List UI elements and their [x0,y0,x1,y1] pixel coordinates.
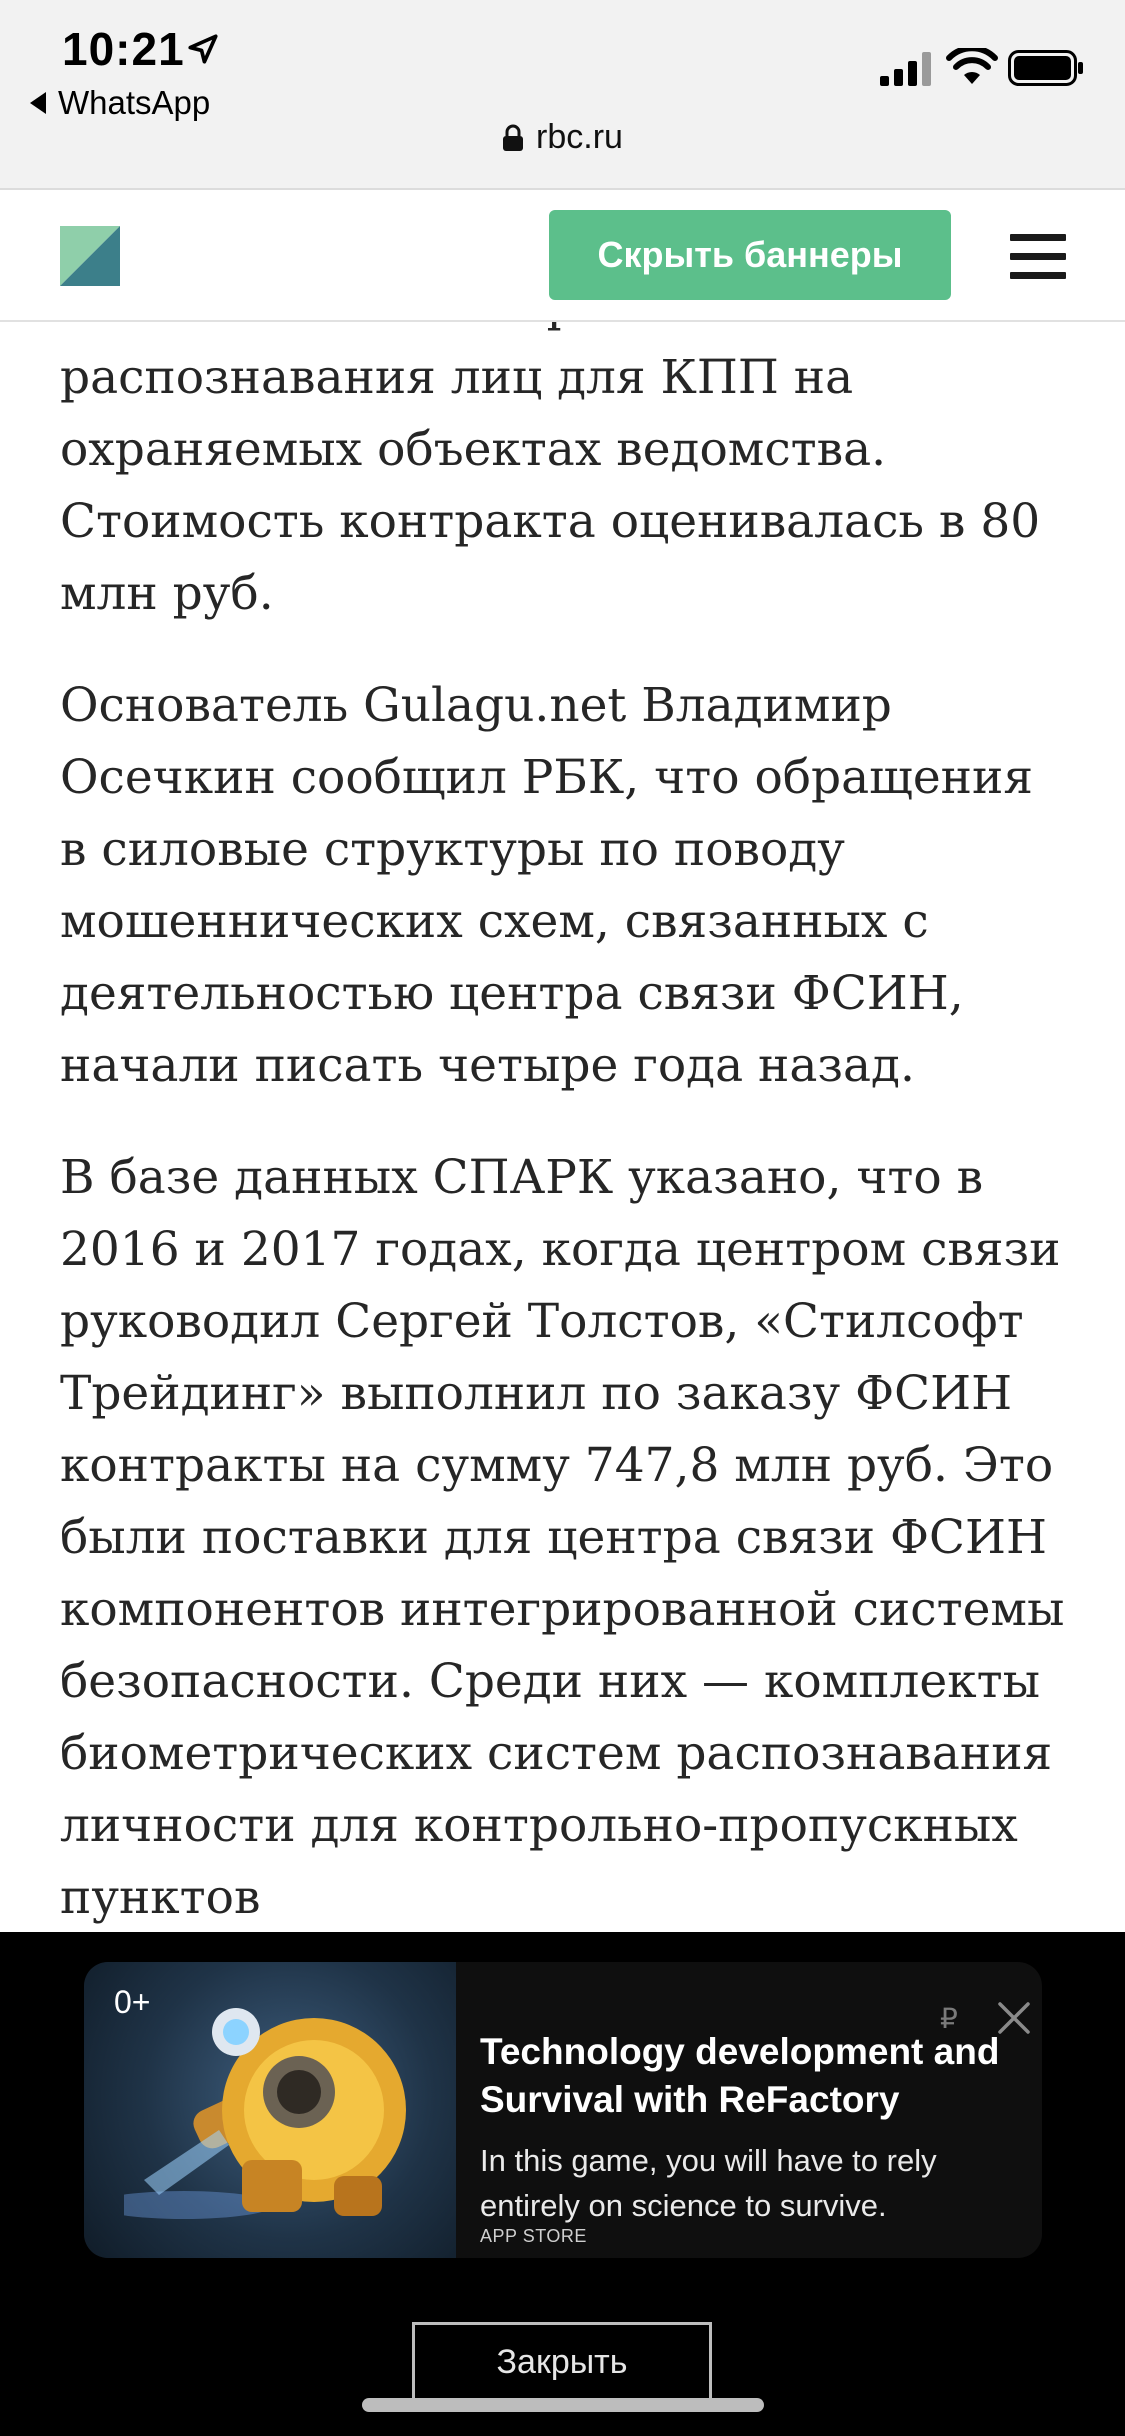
article-paragraph: В базе данных СПАРК указано, что в 2016 и 2017 годах, когда центром связи руководил Сергей Толстов, «Стилсофт Трейдинг» выполнил по заказу ФСИН контракты на сумму 747,8 млн руб. Это были поставки для центра связи ФСИН компонентов интегрированной системы безопасности. Среди них — комплекты биометрических систем распознавания личности для контрольно-пропускных пунктов [60,1150,1065,1925]
ad-image[interactable] [84,1962,456,2258]
ruble-icon: ₽ [940,2003,958,2034]
ad-overlay [0,1932,1125,2436]
home-indicator[interactable] [362,2398,764,2412]
article-paragraph: Основатель Gulagu.net Владимир Осечкин сообщил РБК, что обращения в силовые структуры по поводу мошеннических схем, связанных с деятельностью центра связи ФСИН, начали писать четыре года назад. [60,678,1033,1093]
close-ad-button[interactable]: Закрыть [412,2322,712,2402]
article-paragraph: распознавания лиц для КПП на охраняемых объектах ведомства. Стоимость контракта оценивалась в 80 млн руб. [60,350,1041,621]
ad-title[interactable]: Technology development and Survival with ReFactory [480,2031,1000,2120]
back-triangle-icon [30,92,46,114]
site-header [0,190,1125,322]
back-app-label: WhatsApp [58,84,211,121]
lock-icon [502,124,524,152]
status-time: 10:21 [62,23,185,75]
hide-banners-button[interactable]: Скрыть баннеры [549,210,951,300]
location-arrow-icon [186,32,220,66]
battery-icon [1008,50,1084,86]
game-robot-illustration [124,1980,454,2250]
ad-source-label: APP STORE [480,2226,587,2246]
wifi-icon [946,48,998,86]
status-bar [0,0,1125,190]
hamburger-menu-icon[interactable] [1010,234,1066,280]
article-body [60,270,1070,1974]
cellular-signal-icon [880,52,934,86]
back-to-app-link[interactable] [30,84,210,122]
age-rating-badge: 0+ [114,1984,151,2020]
rbc-logo-icon[interactable] [60,226,120,286]
address-bar[interactable] [0,118,1125,157]
ad-description: In this game, you will have to rely entirely on science to survive. [480,2143,937,2223]
url-text: rbc.ru [536,118,623,156]
ad-card[interactable] [84,1962,1042,2258]
